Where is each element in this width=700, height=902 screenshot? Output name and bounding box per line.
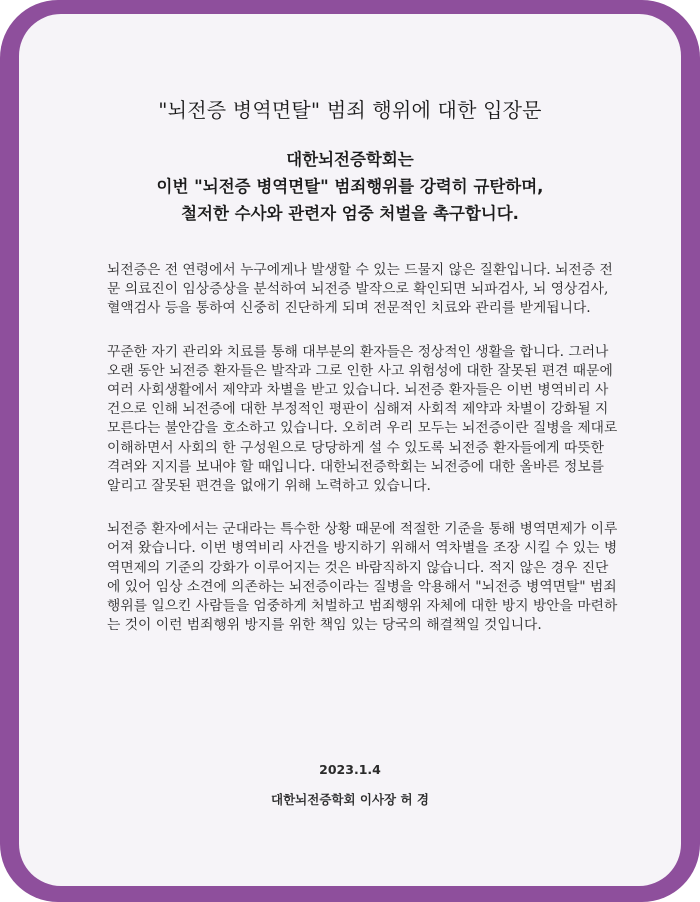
document-title: "뇌전증 병역면탈" 범죄 행위에 대한 입장문 xyxy=(158,98,542,122)
paragraph-3: 뇌전증 환자에서는 군대라는 특수한 상황 때문에 적절한 기준을 통해 병역면제가 이루어져 왔습니다. 이번 병역비리 사건을 방지하기 위해서 역차별을 조장 시킬 수 있는 병역면제의 기준의 강화가 이루어지는 것은 바람직하지 않습니다. 적지 않은 경우 진단에 있어 임상 소견에 의존하는 뇌전증이라는 질병을 악용해서 "뇌전증 병역면탈" 범죄행위를 일으킨 사람들을 엄중하게 처벌하고 범죄행위 자체에 대한 방지 방안을 마련하는 것이 이런 범죄행위 방지를 위한 책임 있는 당국의 해결책일 것입니다. xyxy=(107,521,618,634)
signature-line: 대한뇌전증학회 이사장 허 경 xyxy=(271,792,429,807)
paragraph-2: 꾸준한 자기 관리와 치료를 통해 대부분의 환자들은 정상적인 생활을 합니다. 그러나 오랜 동안 뇌전증 환자들은 발작과 그로 인한 사고 위험성에 대한 잘못된 편견 때문에 여러 사회생활에서 제약과 차별을 받고 있습니다. 뇌전증 환자들은 이번 병역비리 사건으로 인해 뇌전증에 대한 부정적인 평판이 심해져 사회적 제약과 차별이 강화될 지 모른다는 불안감을 호소하고 있습니다. 오히려 우리 모두는 뇌전증이란 질병을 제대로 이해하면서 사회의 한 구성원으로 당당하게 설 수 있도록 뇌전증 환자들에게 따뜻한 격려와 지지를 보내야 할 때입니다. 대한뇌전증학회는 뇌전증에 대한 올바른 정보를 알리고 잘못된 편견을 없애기 위해 노력하고 있습니다. xyxy=(107,343,618,495)
statement-paper xyxy=(19,14,681,886)
headline-block xyxy=(19,146,681,227)
statement-date: 2023.1.4 xyxy=(319,762,381,777)
headline-line-1: 대한뇌전증학회는 xyxy=(286,150,414,169)
paragraph-1: 뇌전증은 전 연령에서 누구에게나 발생할 수 있는 드물지 않은 질환입니다. 뇌전증 전문 의료진이 임상증상을 분석하여 뇌전증 발작으로 확인되면 뇌파검사, 뇌 영상검사, 혈액검사 등을 통하여 신중히 진단하게 되며 전문적인 치료와 관리를 받게됩니다. xyxy=(107,262,613,317)
headline-line-2: 이번 "뇌전증 병역면탈" 범죄행위를 강력히 규탄하며, xyxy=(156,177,544,196)
headline-line-3: 철저한 수사와 관련자 엄중 처벌을 촉구합니다. xyxy=(181,204,519,223)
statement-body xyxy=(107,261,619,659)
